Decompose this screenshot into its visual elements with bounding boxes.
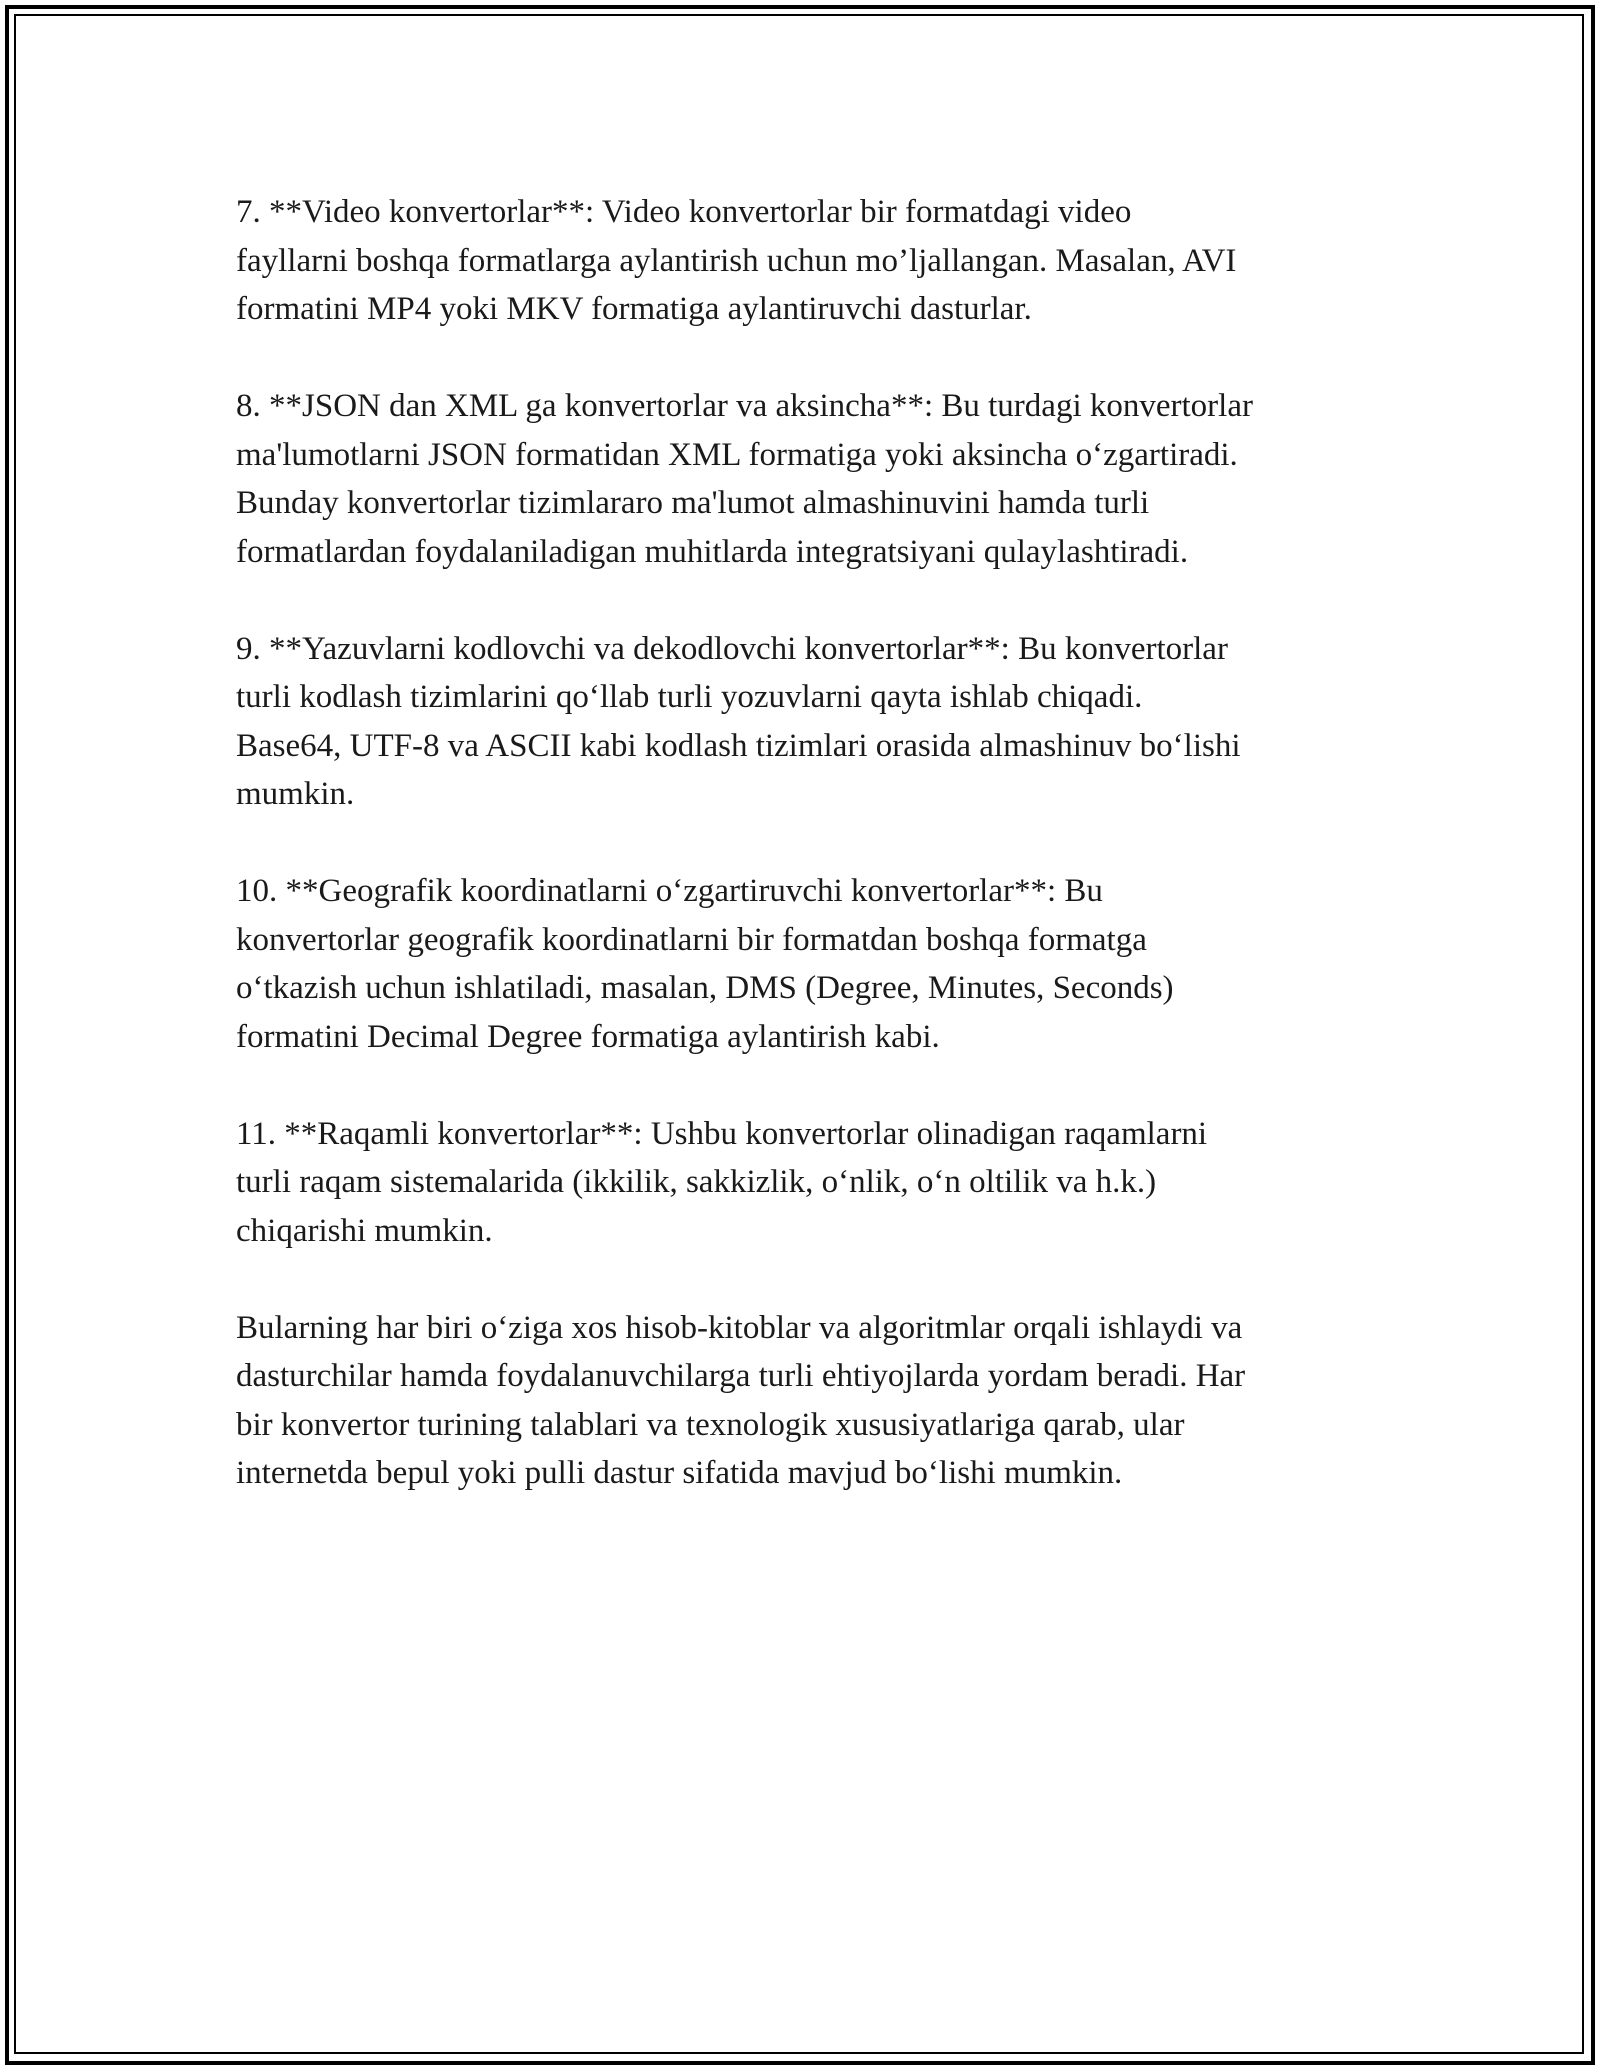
text-line: 7. **Video konvertorlar**: Video konvertorlar bir formatdagi video [236, 194, 1132, 230]
document-body [236, 188, 1386, 1546]
text-line: 10. **Geografik koordinatlarni o‘zgartiruvchi konvertorlar**: Bu [236, 873, 1103, 909]
text-line: turli kodlash tizimlarini qo‘llab turli yozuvlarni qayta ishlab chiqadi. [236, 679, 1143, 715]
text-line: turli raqam sistemalarida (ikkilik, sakkizlik, o‘nlik, o‘n oltilik va h.k.) [236, 1164, 1157, 1200]
text-line: formatini MP4 yoki MKV formatiga aylantiruvchi dasturlar. [236, 291, 1032, 327]
text-line: bir konvertor turining talablari va texnologik xususiyatlariga qarab, ular [236, 1406, 1185, 1443]
text-line: Bunday konvertorlar tizimlararo ma'lumot almashinuvini hamda turli [236, 485, 1150, 521]
text-line: fayllarni boshqa formatlarga aylantirish uchun mo’ljallangan. Masalan, AVI [236, 242, 1237, 279]
text-line: formatini Decimal Degree formatiga aylantirish kabi. [236, 1018, 940, 1055]
text-line: formatlardan foydalaniladigan muhitlarda integratsiyani qulaylashtiradi. [236, 533, 1189, 570]
text-line: mumkin. [236, 776, 355, 812]
text-line: Bularning har biri o‘ziga xos hisob-kitoblar va algoritmlar orqali ishlaydi va [236, 1309, 1243, 1346]
text-line: dasturchilar hamda foydalanuvchilarga turli ehtiyojlarda yordam beradi. Har [236, 1358, 1246, 1394]
text-line: Base64, UTF-8 va ASCII kabi kodlash tizimlari orasida almashinuv bo‘lishi [236, 727, 1241, 764]
text-line: ma'lumotlarni JSON formatidan XML formatiga yoki aksincha o‘zgartiradi. [236, 436, 1238, 473]
text-line: 9. **Yazuvlarni kodlovchi va dekodlovchi konvertorlar**: Bu konvertorlar [236, 630, 1228, 667]
text-line: chiqarishi mumkin. [236, 1212, 493, 1249]
text-line: internetda bepul yoki pulli dastur sifatida mavjud bo‘lishi mumkin. [236, 1455, 1123, 1491]
paragraph-json-xml-converters [236, 382, 1386, 576]
paragraph-encoding-converters [236, 625, 1386, 819]
text-line: o‘tkazish uchun ishlatiladi, masalan, DMS (Degree, Minutes, Seconds) [236, 970, 1174, 1006]
text-line: 11. **Raqamli konvertorlar**: Ushbu konvertorlar olinadigan raqamlarni [236, 1115, 1208, 1152]
text-line: konvertorlar geografik koordinatlarni bir formatdan boshqa formatga [236, 921, 1147, 958]
paragraph-conclusion [236, 1304, 1386, 1498]
paragraph-geographic-converters [236, 867, 1386, 1061]
paragraph-video-converters [236, 188, 1386, 334]
paragraph-numeric-converters [236, 1110, 1386, 1256]
text-line: 8. **JSON dan XML ga konvertorlar va aksincha**: Bu turdagi konvertorlar [236, 388, 1253, 424]
